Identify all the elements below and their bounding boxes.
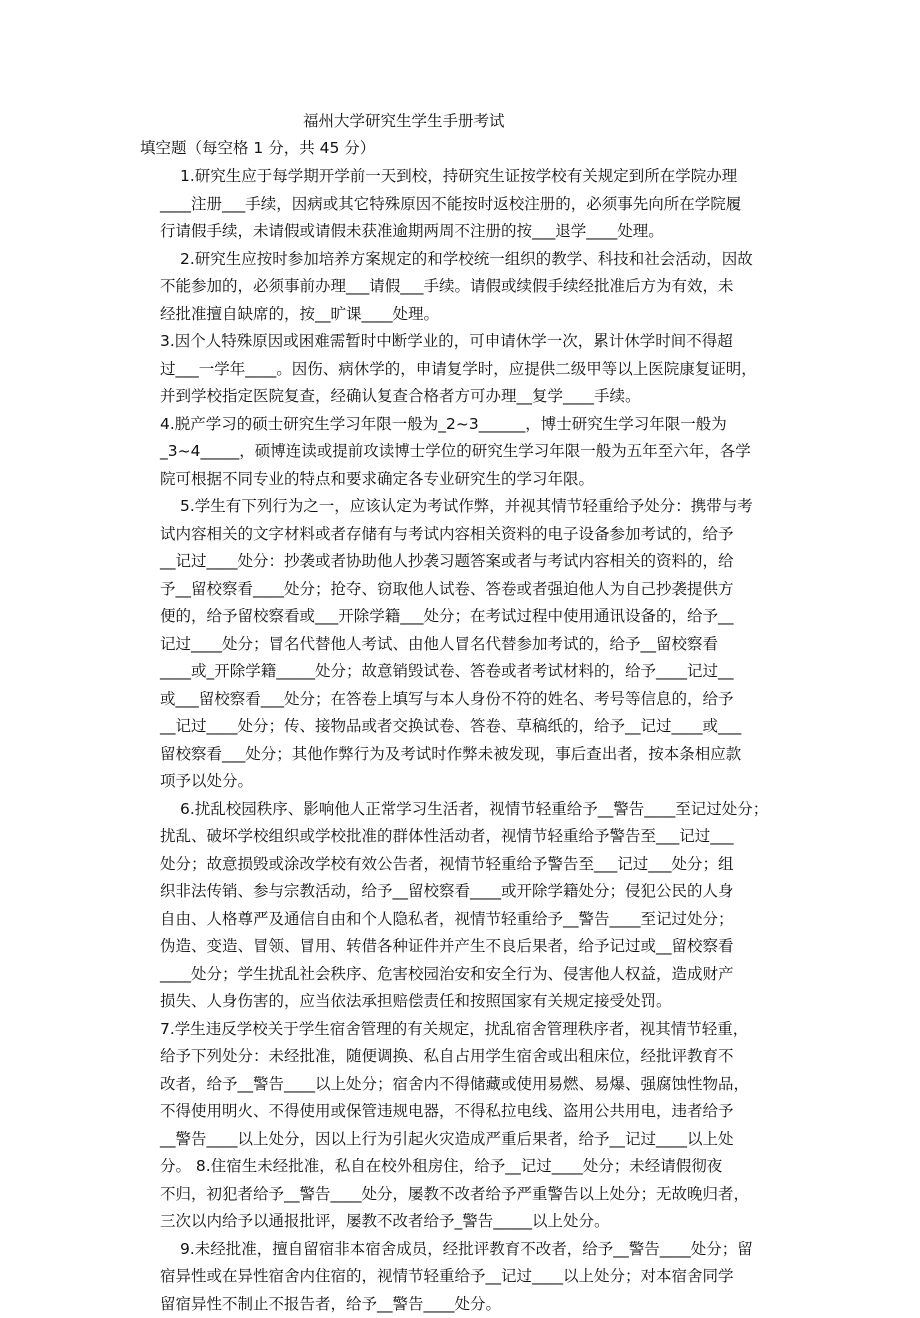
question-8-text: 9.未经批准，擅自留宿非本宿舍成员，经批评教育不改者，给予__警告____处分；留 — [172, 1236, 787, 1264]
question-7-line: 不归，初犯者给予__警告____处分，屡教不改者给予严重警告以上处分；无故晚归者， — [160, 1181, 787, 1209]
question-8-line: 留宿异性不制止不报告者，给予__警告____处分。 — [160, 1291, 787, 1318]
question-6-line: 扰乱、破坏学校组织或学校批准的群体性活动者，视情节轻重给予警告至___记过___ — [160, 823, 787, 851]
question-7-line: 分。 8.住宿生未经批准，私自在校外租房住，给予__记过____处分；未经请假彻夜 — [160, 1153, 787, 1181]
question-1-line: ____注册___手续，因病或其它特殊原因不能按时返校注册的，必须事先向所在学院履 — [160, 191, 787, 219]
section-heading: 填空题（每空格 1 分，共 45 分） — [140, 135, 375, 163]
question-6-line: 自由、人格尊严及通信自由和个人隐私者，视情节轻重给予__警告____至记过处分； — [160, 906, 787, 934]
question-7-text: 7.学生违反学校关于学生宿舍管理的有关规定，扰乱宿舍管理秩序者，视其情节轻重， — [160, 1016, 787, 1044]
question-5-line: 留校察看___处分；其他作弊行为及考试时作弊未被发现，事后查出者，按本条相应款 — [160, 741, 787, 769]
question-5-text: 5.学生有下列行为之一，应该认定为考试作弊，并视其情节轻重给予处分：携带与考 — [172, 493, 787, 521]
question-4-line: _3~4_____，硕博连读或提前攻读博士学位的研究生学习年限一般为五年至六年，各学 — [160, 438, 787, 466]
question-5-line: 项予以处分。 — [160, 768, 787, 796]
question-3-text: 3.因个人特殊原因或困难需暂时中断学业的，可申请休学一次，累计休学时间不得超 — [160, 328, 787, 356]
question-1-text: 1.研究生应于每学期开学前一天到校，持研究生证按学校有关规定到所在学院办理 — [172, 163, 787, 191]
question-5-line: 予__留校察看____处分；抢夺、窃取他人试卷、答卷或者强迫他人为自己抄袭提供方 — [160, 576, 787, 604]
question-1-line: 行请假手续，未请假或请假未获准逾期两周不注册的按___退学____处理。 — [160, 218, 787, 246]
question-2-text: 2.研究生应按时参加培养方案规定的和学校统一组织的教学、科技和社会活动，因故 — [172, 246, 787, 274]
question-list — [172, 163, 787, 1318]
question-4-text: 4.脱产学习的硕士研究生学习年限一般为_2~3______，博士研究生学习年限一般为 — [160, 411, 787, 439]
question-5-line: 试内容相关的文字材料或者存储有与考试内容相关资料的电子设备参加考试的，给予 — [160, 521, 787, 549]
question-4-line: 院可根据不同专业的特点和要求确定各专业研究生的学习年限。 — [160, 466, 787, 494]
question-5-line: 记过____处分；冒名代替他人考试、由他人冒名代替参加考试的，给予__留校察看 — [160, 631, 787, 659]
question-6-line: 损失、人身伤害的，应当依法承担赔偿责任和按照国家有关规定接受处罚。 — [160, 988, 787, 1016]
question-7-line: __警告____以上处分，因以上行为引起火灾造成严重后果者，给予__记过____以上处 — [160, 1126, 787, 1154]
question-6-line: 织非法传销、参与宗教活动，给予__留校察看____或开除学籍处分；侵犯公民的人身 — [160, 878, 787, 906]
question-8-line: 宿异性或在异性宿舍内住宿的，视情节轻重给予__记过____以上处分；对本宿舍同学 — [160, 1263, 787, 1291]
question-7-line: 给予下列处分：未经批准，随便调换、私自占用学生宿舍或出租床位，经批评教育不 — [160, 1043, 787, 1071]
question-6-line: ____处分；学生扰乱社会秩序、危害校园治安和安全行为、侵害他人权益，造成财产 — [160, 961, 787, 989]
question-7-line: 改者，给予__警告____以上处分；宿舍内不得储藏或使用易燃、易爆、强腐蚀性物品， — [160, 1071, 787, 1099]
question-5-line: 或___留校察看___处分；在答卷上填写与本人身份不符的姓名、考号等信息的，给予 — [160, 686, 787, 714]
question-7-line: 不得使用明火、不得使用或保管违规电器，不得私拉电线、盗用公共用电，违者给予 — [160, 1098, 787, 1126]
question-2-line: 不能参加的，必须事前办理___请假___手续。请假或续假手续经批准后方为有效，未 — [160, 273, 787, 301]
question-2-line: 经批准擅自缺席的，按__旷课____处理。 — [160, 301, 787, 329]
question-6-line: 伪造、变造、冒领、冒用、转借各种证件并产生不良后果者，给予记过或__留校察看 — [160, 933, 787, 961]
question-7-line: 三次以内给予以通报批评，屡教不改者给予_警告_____以上处分。 — [160, 1208, 787, 1236]
question-5-line: __记过____处分；传、接物品或者交换试卷、答卷、草稿纸的，给予__记过____或___ — [160, 713, 787, 741]
question-5-line: 便的，给予留校察看或___开除学籍___处分；在考试过程中使用通讯设备的，给予__ — [160, 603, 787, 631]
question-6-line: 处分；故意损毁或涂改学校有效公告者，视情节轻重给予警告至___记过___处分；组 — [160, 851, 787, 879]
question-6-text: 6.扰乱校园秩序、影响他人正常学习生活者，视情节轻重给予__警告____至记过处分； — [172, 796, 787, 824]
document-title: 福州大学研究生学生手册考试 — [303, 108, 505, 136]
question-5-line: ____或_开除学籍_____处分；故意销毁试卷、答卷或者考试材料的，给予____记过__ — [160, 658, 787, 686]
question-5-line: __记过____处分：抄袭或者协助他人抄袭习题答案或者与考试内容相关的资料的，给 — [160, 548, 787, 576]
question-3-line: 过___一学年____。因伤、病休学的，申请复学时，应提供二级甲等以上医院康复证明， — [160, 356, 787, 384]
question-3-line: 并到学校指定医院复查，经确认复查合格者方可办理__复学____手续。 — [160, 383, 787, 411]
